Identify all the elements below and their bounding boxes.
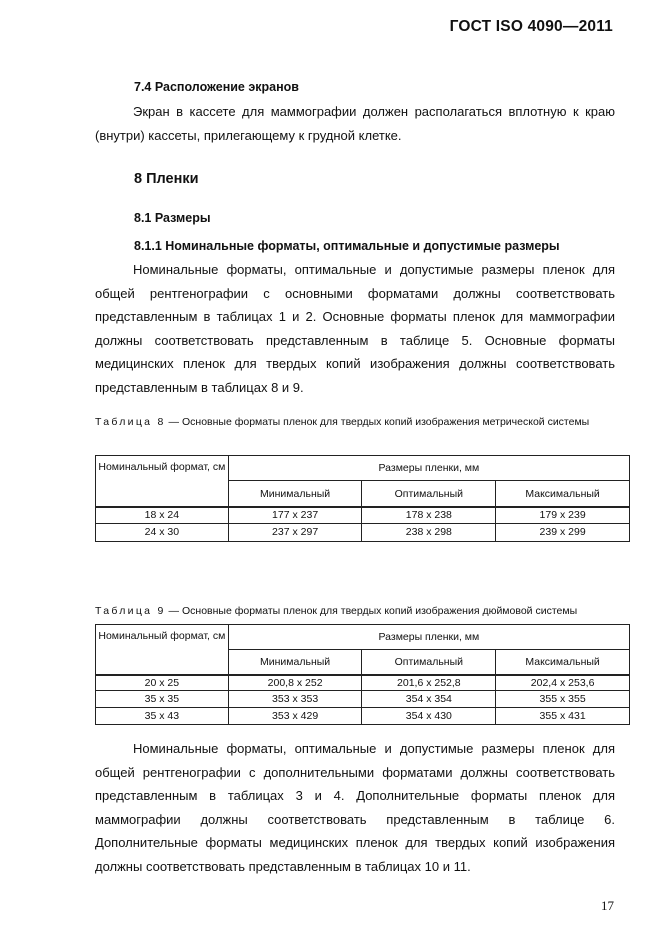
- table-8-caption: [95, 412, 615, 432]
- paragraph-1-block: [95, 258, 615, 400]
- table-9-caption: [95, 601, 615, 621]
- table-row: [96, 690, 630, 707]
- table-cell: 201,6 х 252,8: [362, 675, 496, 690]
- table-8-header-opt: Оптимальный: [362, 481, 496, 508]
- table-cell: 178 х 238: [362, 507, 496, 523]
- table-8-caption-text: — Основные форматы пленок для твердых копий изображения метрической системы: [165, 416, 590, 428]
- document-header: ГОСТ ISO 4090—2011: [449, 18, 613, 35]
- table-8-label: Таблица 8: [95, 416, 166, 428]
- table-9-caption-text: — Основные форматы пленок для твердых копий изображения дюймовой системы: [165, 605, 578, 617]
- table-8-header-nominal: Номинальный формат, см: [96, 456, 229, 508]
- table-9-header-group: Размеры пленки, мм: [228, 625, 629, 650]
- table-9-header-opt: Оптимальный: [362, 650, 496, 676]
- table-cell: 353 х 353: [228, 690, 362, 707]
- paragraph-1: Номинальные форматы, оптимальные и допустимые размеры пленок для общей рентгенографии с основными форматами должны соответствовать представленным в таблицах 1 и 2. Основные форматы пленок для маммографии должны соответствовать представленным в таблице 5. Основные форматы медицинских пленок для твердых копий изображения должны соответствовать представленным в таблицах 8 и 9.: [95, 262, 615, 395]
- table-cell: 353 х 429: [228, 707, 362, 724]
- paragraph-2: Номинальные форматы, оптимальные и допустимые размеры пленок для общей рентгенографии с дополнительными форматами должны соответствовать представленным в таблицах 3 и 4. Дополнительные форматы пленок для маммографии должны соответствовать представленным в таблице 6. Дополнительные форматы медицинских пленок для твердых копий изображения должны соответствовать представленным в таблицах 10 и 11.: [95, 741, 615, 874]
- table-9: [95, 624, 630, 725]
- section-7-4-paragraph: Экран в кассете для маммографии должен располагаться вплотную к краю (внутри) кассеты, прилегающему к грудной клетке.: [95, 104, 615, 143]
- section-7-4-title: 7.4 Расположение экранов: [134, 80, 299, 94]
- table-cell: 35 х 43: [96, 707, 229, 724]
- table-cell: 18 х 24: [96, 507, 229, 523]
- table-cell: 354 х 430: [362, 707, 496, 724]
- table-cell: 354 х 354: [362, 690, 496, 707]
- section-7-4-text: [95, 100, 615, 147]
- table-cell: 179 х 239: [496, 507, 630, 523]
- table-row: [96, 675, 630, 690]
- table-9-header-max: Максимальный: [496, 650, 630, 676]
- table-cell: 20 х 25: [96, 675, 229, 690]
- section-8-1-title: 8.1 Размеры: [134, 211, 211, 225]
- page-number: 17: [601, 898, 614, 913]
- table-cell: 24 х 30: [96, 523, 229, 541]
- table-8-header-group: Размеры пленки, мм: [228, 456, 629, 481]
- table-cell: 200,8 х 252: [228, 675, 362, 690]
- section-8-1-1-title: 8.1.1 Номинальные форматы, оптимальные и допустимые размеры: [134, 239, 560, 253]
- paragraph-2-block: [95, 737, 615, 879]
- table-8-header-min: Минимальный: [228, 481, 362, 508]
- table-row: [96, 707, 630, 724]
- table-row: [96, 507, 630, 523]
- table-cell: 35 х 35: [96, 690, 229, 707]
- table-cell: 355 х 355: [496, 690, 630, 707]
- table-row: [96, 523, 630, 541]
- table-cell: 202,4 х 253,6: [496, 675, 630, 690]
- table-9-label: Таблица 9: [95, 605, 166, 617]
- table-9-header-nominal: Номинальный формат, см: [96, 625, 229, 676]
- table-cell: 177 х 237: [228, 507, 362, 523]
- table-8-header-max: Максимальный: [496, 481, 630, 508]
- table-9-header-min: Минимальный: [228, 650, 362, 676]
- section-8-title: 8 Пленки: [134, 171, 199, 187]
- table-cell: 239 х 299: [496, 523, 630, 541]
- table-cell: 355 х 431: [496, 707, 630, 724]
- table-8: [95, 455, 630, 542]
- table-cell: 237 х 297: [228, 523, 362, 541]
- table-cell: 238 х 298: [362, 523, 496, 541]
